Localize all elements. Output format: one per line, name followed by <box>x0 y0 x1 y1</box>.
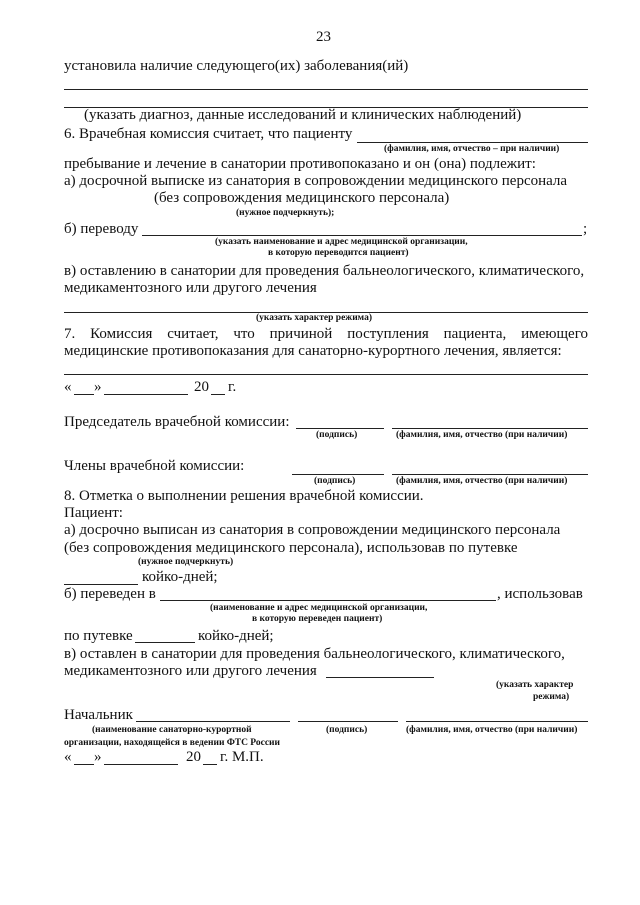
date2-suffix: г. М.П. <box>220 749 264 765</box>
s6-fio-hint: (фамилия, имя, отчество – при наличии) <box>384 144 560 154</box>
s6-v-hint: (указать характер режима) <box>256 313 372 323</box>
head-name-field[interactable] <box>406 721 588 722</box>
diagnosis-line-1[interactable] <box>64 89 588 90</box>
date2-month-field[interactable] <box>104 764 178 765</box>
head-org-hint2: организации, находящейся в ведении ФТС России <box>64 738 280 748</box>
members-fio-hint: (фамилия, имя, отчество (при наличии) <box>396 476 568 486</box>
s8-patient-label: Пациент: <box>64 505 123 521</box>
s8-b-label: б) переведен в <box>64 586 156 602</box>
head-sign-hint: (подпись) <box>326 725 368 735</box>
date1-year-field[interactable] <box>211 394 225 395</box>
date2-year-prefix: 20 <box>186 749 201 765</box>
date1-close-quote: » <box>94 379 102 395</box>
s8-b-hint2: в которую переведен пациент) <box>252 614 383 624</box>
diagnosis-hint: (указать диагноз, данные исследований и клинических наблюдений) <box>84 107 522 123</box>
chair-fio-hint: (фамилия, имя, отчество (при наличии) <box>396 430 568 440</box>
date2-close-quote: » <box>94 749 102 765</box>
s6-b-hint2: в которую переводится пациент) <box>268 248 409 258</box>
s6-b-label: б) переводу <box>64 221 139 237</box>
s8-title: 8. Отметка о выполнении решения врачебной комиссии. <box>64 488 424 504</box>
s6-line2: пребывание и лечение в санатории противопоказано и он (она) подлежит: <box>64 156 536 172</box>
s8-a-line1: а) досрочно выписан из санатория в сопровождении медицинского персонала <box>64 522 561 538</box>
intro-line: установила наличие следующего(их) заболевания(ий) <box>64 58 409 74</box>
s8-b-field[interactable] <box>160 600 496 601</box>
s6-a-line1: а) досрочной выписке из санатория в сопровождении медицинского персонала <box>64 173 568 189</box>
date1-open-quote: « <box>64 379 72 395</box>
head-label: Начальник <box>64 707 133 723</box>
s6-patient-name-field[interactable] <box>357 142 588 143</box>
date2-day-field[interactable] <box>74 764 94 765</box>
s7-line1: 7. Комиссия считает, что причиной поступления пациента, имеющего <box>64 326 588 342</box>
chair-signature-field[interactable] <box>296 428 384 429</box>
s8-v-line2: медикаментозного или другого лечения <box>64 663 317 679</box>
date1-day-field[interactable] <box>74 394 94 395</box>
s8-a-hint: (нужное подчеркнуть) <box>138 557 234 567</box>
s8-b-end: , использовав <box>497 586 583 602</box>
members-signature-field[interactable] <box>292 474 384 475</box>
s8-a-days-label: койко-дней; <box>142 569 218 585</box>
s8-a-days-field[interactable] <box>64 584 138 585</box>
s8-a-line2: (без сопровождения медицинского персонала), использовав по путевке <box>64 540 518 556</box>
s6-v-line2: медикаментозного или другого лечения <box>64 280 317 296</box>
s8-voucher-label: по путевке <box>64 628 133 644</box>
chair-label: Председатель врачебной комиссии: <box>64 414 290 430</box>
chair-sign-hint: (подпись) <box>316 430 358 440</box>
s8-b-hint1: (наименование и адрес медицинской организации, <box>210 603 428 613</box>
chair-name-field[interactable] <box>392 428 588 429</box>
s8-v-hint1: (указать характер <box>496 680 574 690</box>
s6-a-hint: (нужное подчеркнуть); <box>236 208 335 218</box>
s8-voucher-days-field[interactable] <box>135 642 195 643</box>
s6-b-end: ; <box>583 221 588 237</box>
members-label: Члены врачебной комиссии: <box>64 458 245 474</box>
date2-year-field[interactable] <box>203 764 217 765</box>
s8-v-field[interactable] <box>326 677 434 678</box>
head-org-hint1: (наименование санаторно-курортной <box>92 725 252 735</box>
s6-b-field[interactable] <box>142 235 582 236</box>
date1-year-prefix: 20 <box>194 379 209 395</box>
s8-v-hint2: режима) <box>533 692 570 702</box>
s7-line2: медицинские противопоказания для санаторно-курортного лечения, является: <box>64 343 562 359</box>
head-org-field[interactable] <box>136 721 290 722</box>
members-sign-hint: (подпись) <box>314 476 356 486</box>
s6-title: 6. Врачебная комиссия считает, что пациенту <box>64 126 353 142</box>
head-fio-hint: (фамилия, имя, отчество (при наличии) <box>406 725 578 735</box>
s6-v-line1: в) оставлению в санатории для проведения бальнеологического, климатического, <box>64 263 585 279</box>
members-name-field[interactable] <box>392 474 588 475</box>
s8-v-line1: в) оставлен в санатории для проведения бальнеологического, климатического, <box>64 646 565 662</box>
date1-suffix: г. <box>228 379 237 395</box>
s6-a-line2: (без сопровождения медицинского персонала) <box>154 190 450 206</box>
s6-b-hint1: (указать наименование и адрес медицинской организации, <box>215 237 468 247</box>
s8-voucher-days-label: койко-дней; <box>198 628 274 644</box>
head-signature-field[interactable] <box>298 721 398 722</box>
s7-reason-field[interactable] <box>64 374 588 375</box>
date1-month-field[interactable] <box>104 394 188 395</box>
page-number: 23 <box>316 29 331 45</box>
date2-open-quote: « <box>64 749 72 765</box>
